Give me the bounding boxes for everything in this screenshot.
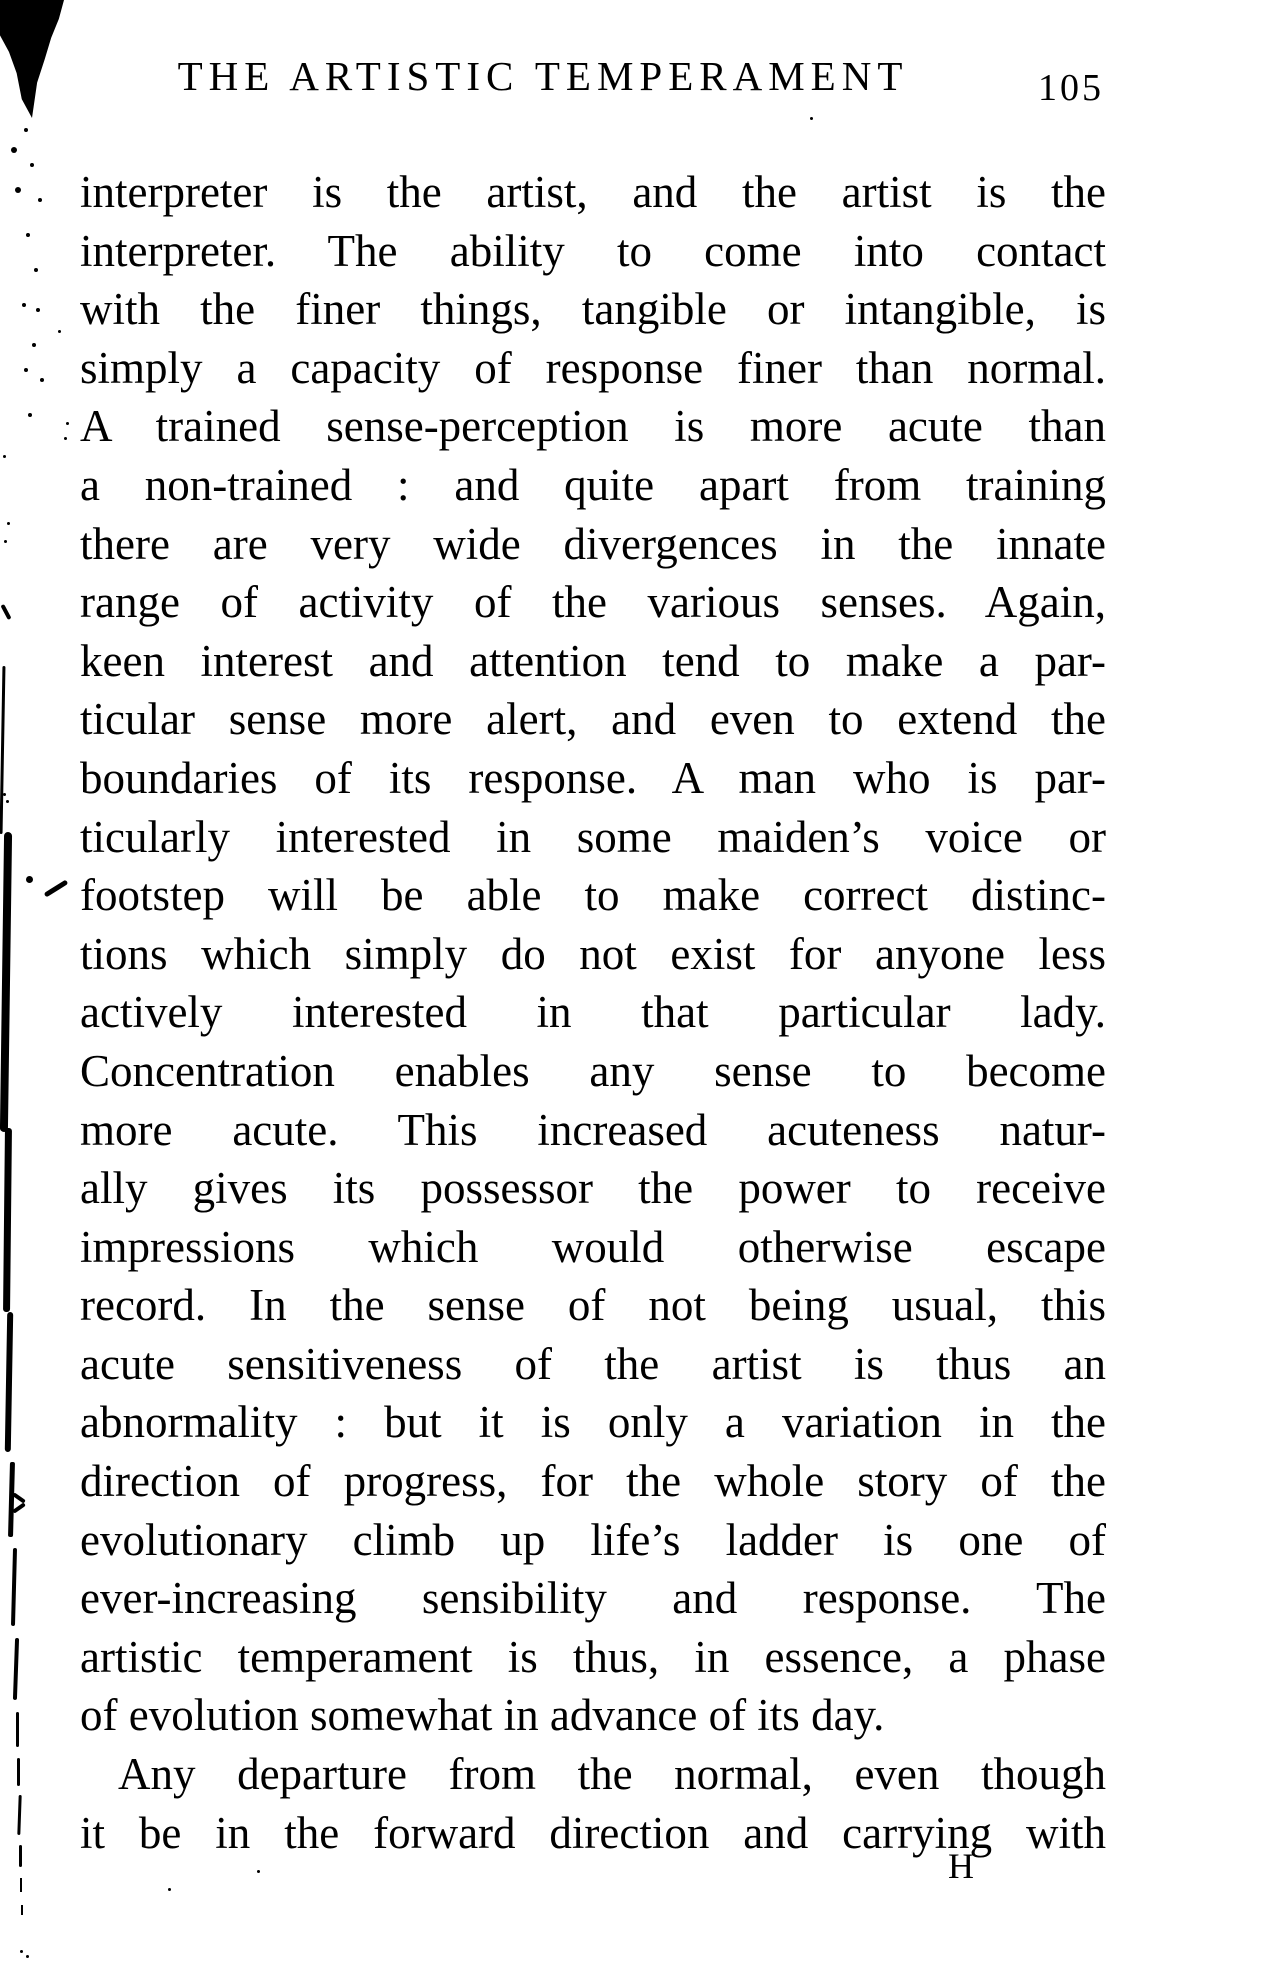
binding-mark-segment — [20, 1878, 22, 1892]
text-line: a non-trained : and quite apart from training — [80, 459, 1106, 510]
binding-mark-segment — [17, 1795, 21, 1835]
binding-mark-segment — [3, 1128, 12, 1312]
stray-ink-tick — [12, 1502, 26, 1513]
page-header — [80, 48, 1106, 108]
ink-speckle-artifact — [24, 128, 28, 132]
binding-mark-segment — [0, 666, 5, 834]
text-line: it be in the forward direction and carrying with — [80, 1807, 1106, 1858]
page-number: 105 — [1038, 67, 1104, 109]
binding-mark-segment — [8, 1462, 15, 1537]
text-line: interpreter. The ability to come into contact — [80, 225, 1106, 276]
text-line: simply a capacity of response finer than normal. — [80, 342, 1106, 393]
text-line: keen interest and attention tend to make a par- — [80, 635, 1106, 686]
text-block — [80, 163, 1106, 1862]
stray-ink-tick — [44, 879, 69, 897]
text-line: actively interested in that particular lady. — [80, 987, 1106, 1038]
binding-mark-segment — [11, 1548, 17, 1626]
text-line: direction of progress, for the whole story of the — [80, 1456, 1106, 1507]
signature-mark: H — [948, 1846, 975, 1886]
text-line: Any departure from the normal, even though — [118, 1749, 1106, 1800]
binding-mark-segment — [5, 1312, 13, 1452]
text-line: record. In the sense of not being usual, this — [80, 1280, 1106, 1331]
text-line: tions which simply do not exist for anyone less — [80, 928, 1106, 979]
text-line: ticularly interested in some maiden’s voice or — [80, 811, 1106, 862]
text-line: Concentration enables any sense to become — [80, 1045, 1106, 1096]
dust-speckles-artifact — [64, 437, 67, 440]
text-line: boundaries of its response. A man who is par- — [80, 752, 1106, 803]
text-line: ever-increasing sensibility and response. The — [80, 1573, 1106, 1624]
text-line: artistic temperament is thus, in essence, a phase — [80, 1631, 1106, 1682]
binding-mark-segment — [21, 1905, 23, 1915]
text-line: with the finer things, tangible or intangible, is — [80, 284, 1106, 335]
text-line: there are very wide divergences in the innate — [80, 518, 1106, 569]
binding-mark-segment — [13, 1638, 19, 1700]
text-line: abnormality : but it is only a variation in the — [80, 1397, 1106, 1448]
text-line: evolutionary climb up life’s ladder is one of — [80, 1514, 1106, 1565]
binding-mark-segment — [17, 1758, 20, 1786]
text-line: range of activity of the various senses. Again, — [80, 577, 1106, 628]
binding-mark-segment — [16, 1712, 19, 1747]
ink-blob-artifact — [0, 0, 64, 118]
text-line: ally gives its possessor the power to receive — [80, 1163, 1106, 1214]
text-line: more acute. This increased acuteness natur- — [80, 1104, 1106, 1155]
text-line: footstep will be able to make correct distinc- — [80, 870, 1106, 921]
text-line: acute sensitiveness of the artist is thus an — [80, 1338, 1106, 1389]
text-line: of evolution somewhat in advance of its day. — [80, 1690, 885, 1741]
text-line: A trained sense-perception is more acute than — [80, 401, 1106, 452]
binding-mark-segment — [19, 1845, 22, 1867]
text-line: interpreter is the artist, and the artist is the — [80, 167, 1106, 217]
binding-mark-segment — [0, 604, 11, 620]
text-line: impressions which would otherwise escape — [80, 1221, 1106, 1272]
binding-mark-segment — [0, 832, 12, 1132]
text-line: ticular sense more alert, and even to extend the — [80, 694, 1106, 745]
running-head-title: THE ARTISTIC TEMPERAMENT — [177, 53, 909, 99]
